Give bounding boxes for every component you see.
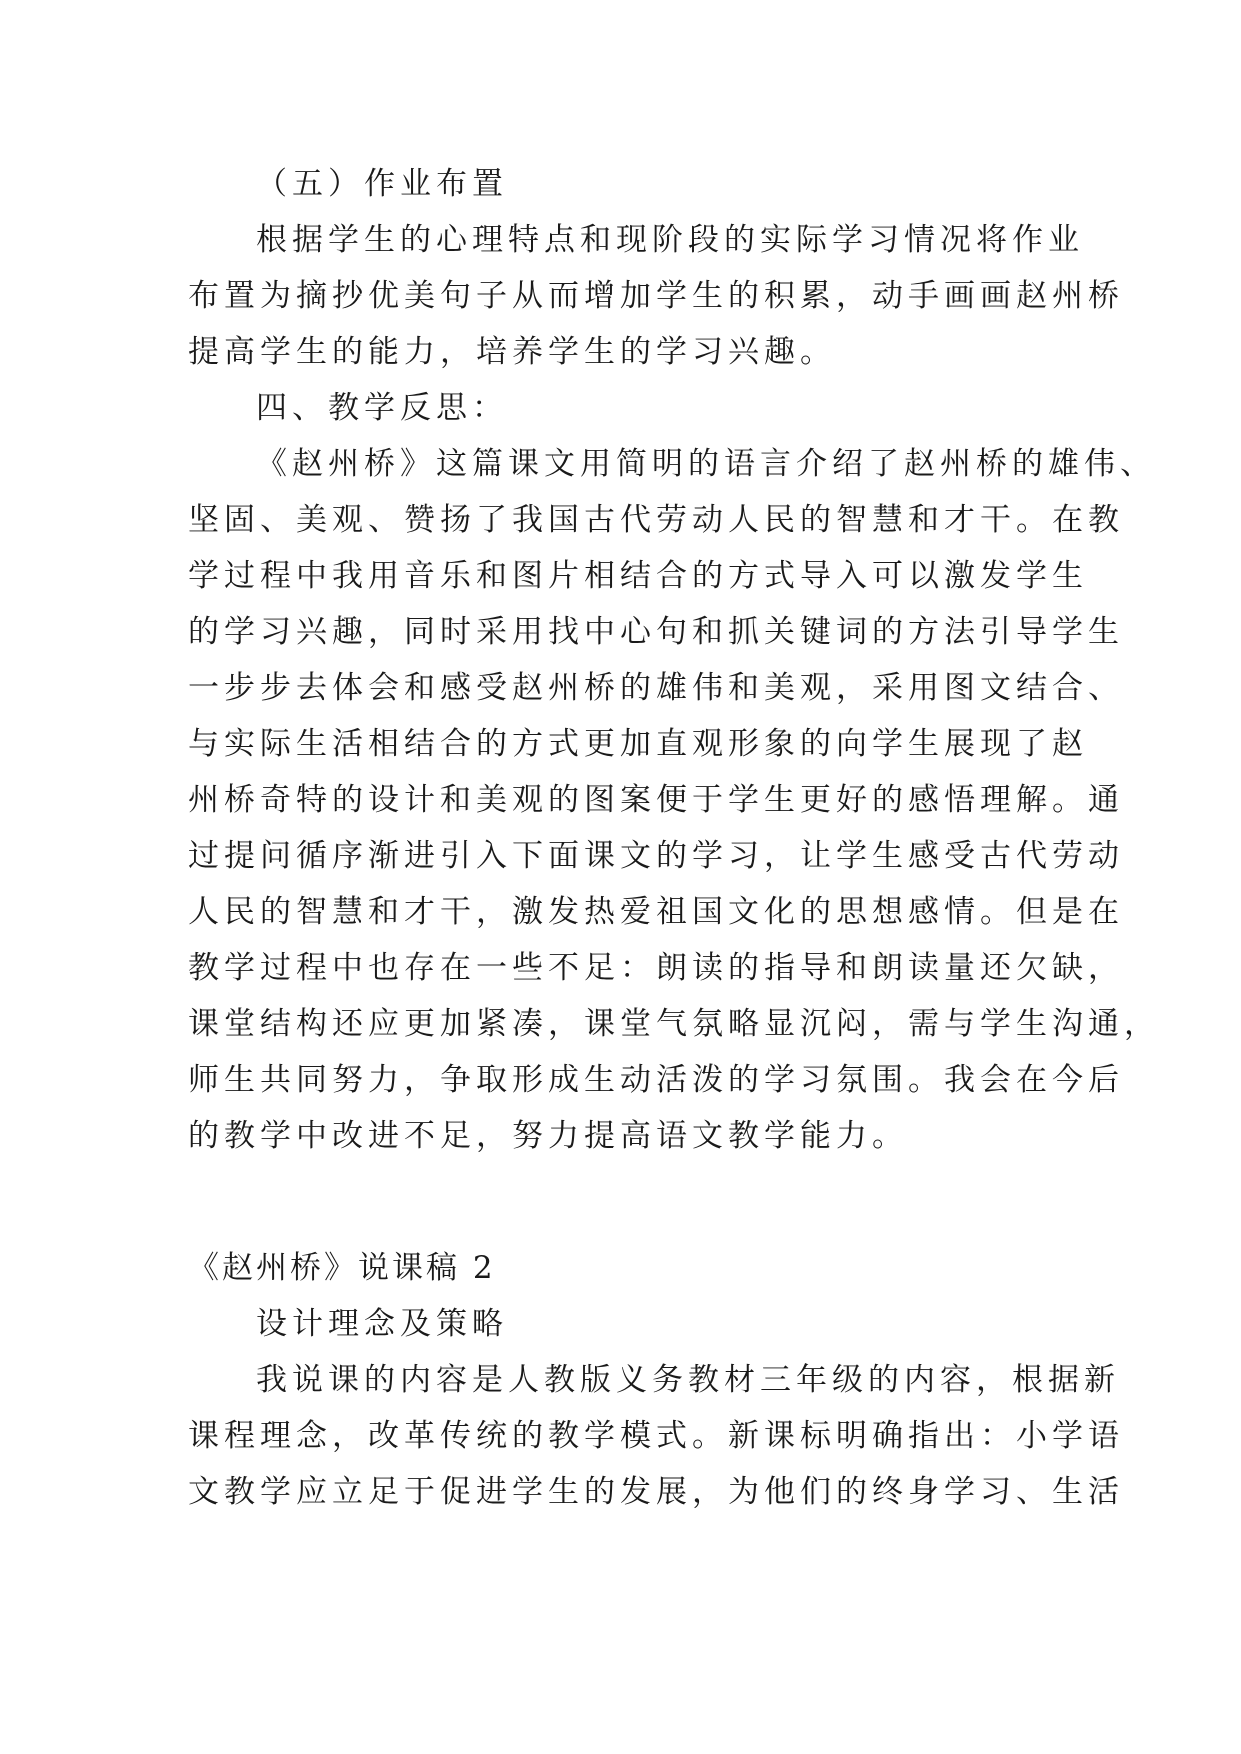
paragraph-line: 文教学应立足于促进学生的发展，为他们的终身学习、生活	[188, 1474, 1124, 1510]
paragraph-line: 州桥奇特的设计和美观的图案便于学生更好的感悟理解。通	[188, 782, 1124, 818]
paragraph-line: 与实际生活相结合的方式更加直观形象的向学生展现了赵	[188, 726, 1088, 762]
paragraph-line: 《赵州桥》这篇课文用简明的语言介绍了赵州桥的雄伟、	[256, 446, 1156, 482]
section-heading-homework: （五）作业布置	[256, 166, 508, 202]
paragraph-line: 布置为摘抄优美句子从而增加学生的积累，动手画画赵州桥	[188, 278, 1124, 314]
paragraph-line: 的学习兴趣，同时采用找中心句和抓关键词的方法引导学生	[188, 614, 1124, 650]
paragraph-line: 学过程中我用音乐和图片相结合的方式导入可以激发学生	[188, 558, 1088, 594]
paragraph-line: 一步步去体会和感受赵州桥的雄伟和美观，采用图文结合、	[188, 670, 1124, 706]
paragraph-line: 坚固、美观、赞扬了我国古代劳动人民的智慧和才干。在教	[188, 502, 1124, 538]
paragraph-line: 课堂结构还应更加紧凑，课堂气氛略显沉闷，需与学生沟通，	[188, 1006, 1160, 1042]
section-heading-design: 设计理念及策略	[256, 1306, 508, 1342]
paragraph-line: 教学过程中也存在一些不足：朗读的指导和朗读量还欠缺，	[188, 950, 1124, 986]
paragraph-line: 根据学生的心理特点和现阶段的实际学习情况将作业	[256, 222, 1084, 258]
paragraph-line: 我说课的内容是人教版义务教材三年级的内容，根据新	[256, 1362, 1120, 1398]
paragraph-line: 师生共同努力，争取形成生动活泼的学习氛围。我会在今后	[188, 1062, 1124, 1098]
paragraph-line: 课程理念，改革传统的教学模式。新课标明确指出：小学语	[188, 1418, 1124, 1454]
paragraph-line: 的教学中改进不足，努力提高语文教学能力。	[188, 1118, 908, 1154]
section-heading-reflection: 四、教学反思：	[256, 390, 508, 426]
paragraph-line: 过提问循序渐进引入下面课文的学习，让学生感受古代劳动	[188, 838, 1124, 874]
document-title: 《赵州桥》说课稿 2	[188, 1250, 496, 1286]
paragraph-line: 人民的智慧和才干，激发热爱祖国文化的思想感情。但是在	[188, 894, 1124, 930]
paragraph-line: 提高学生的能力，培养学生的学习兴趣。	[188, 334, 836, 370]
